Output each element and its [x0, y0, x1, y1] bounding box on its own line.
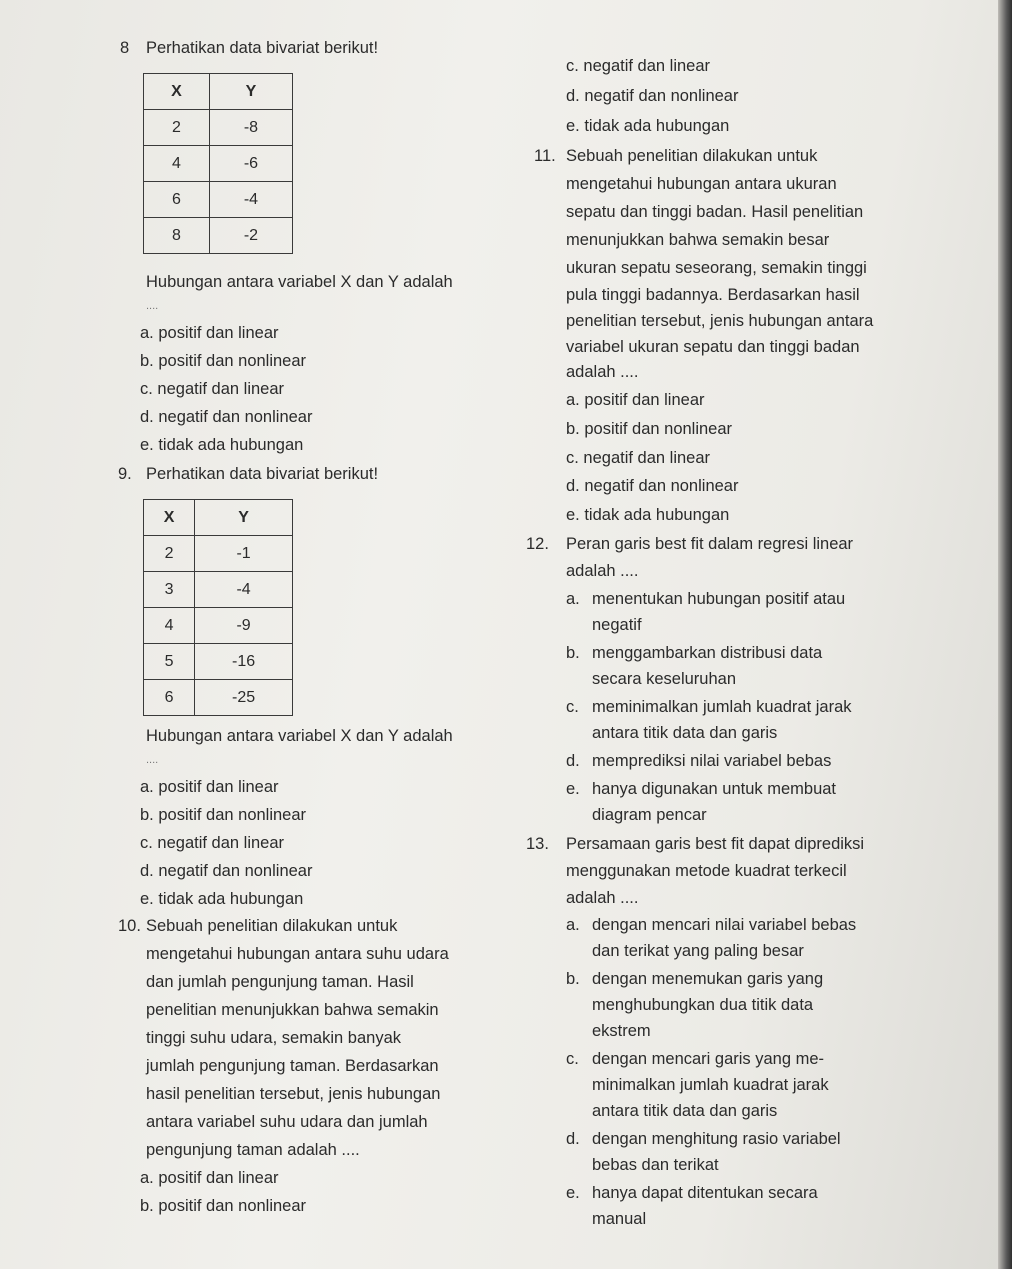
q11-line-6: pula tinggi badannya. Berdasarkan hasil: [566, 286, 860, 304]
q12-option-a-line-2[interactable]: negatif: [592, 616, 642, 634]
q10-option-c[interactable]: c. negatif dan linear: [566, 57, 711, 75]
q9-question: Hubungan antara variabel X dan Y adalah: [146, 727, 453, 745]
q8-table: [143, 73, 293, 254]
q13-option-a-line-2[interactable]: dan terikat yang paling besar: [592, 942, 804, 960]
q10-line-8: antara variabel suhu udara dan jumlah: [146, 1113, 428, 1131]
q10-line-2: mengetahui hubungan antara suhu udara: [146, 945, 449, 963]
q13-option-b-letter[interactable]: b.: [566, 970, 580, 988]
q12-option-b-line-2[interactable]: secara keseluruhan: [592, 670, 737, 688]
table-cell: 3: [144, 572, 195, 608]
table-row: [144, 536, 293, 572]
q11-line-7: penelitian tersebut, jenis hubungan antara: [566, 312, 874, 330]
q8-question: Hubungan antara variabel X dan Y adalah: [146, 273, 453, 291]
table-cell: -8: [209, 110, 292, 146]
q8-option-e[interactable]: e. tidak ada hubungan: [140, 436, 304, 454]
q12-option-e-line-2[interactable]: diagram pencar: [592, 806, 707, 824]
q9-header-x: X: [144, 500, 195, 536]
q8-option-c[interactable]: c. negatif dan linear: [140, 380, 285, 398]
q9-option-b[interactable]: b. positif dan nonlinear: [140, 806, 307, 824]
q9-blank: ....: [146, 754, 159, 766]
q11-option-a[interactable]: a. positif dan linear: [566, 391, 705, 409]
q9-option-e[interactable]: e. tidak ada hubungan: [140, 890, 304, 908]
q8-option-a[interactable]: a. positif dan linear: [140, 324, 279, 342]
q12-option-a-letter[interactable]: a.: [566, 590, 580, 608]
q9-header-y: Y: [195, 500, 293, 536]
q12-option-d-letter[interactable]: d.: [566, 752, 580, 770]
table-row: [144, 680, 293, 716]
q13-option-c-letter[interactable]: c.: [566, 1050, 579, 1068]
q8-header-x: X: [144, 74, 210, 110]
q12-option-e-letter[interactable]: e.: [566, 780, 580, 798]
q8-number: 8: [120, 39, 130, 57]
table-cell: -4: [209, 182, 292, 218]
q12-line-2: adalah ....: [566, 562, 639, 580]
q12-option-e-line-1[interactable]: hanya digunakan untuk membuat: [592, 780, 837, 798]
table-cell: -4: [195, 572, 293, 608]
table-cell: -25: [195, 680, 293, 716]
q11-number: 11.: [534, 147, 556, 165]
q8-option-d[interactable]: d. negatif dan nonlinear: [140, 408, 313, 426]
q8-header-y: Y: [209, 74, 292, 110]
table-row: [144, 110, 293, 146]
q12-option-a-line-1[interactable]: menentukan hubungan positif atau: [592, 590, 846, 608]
table-cell: -9: [195, 608, 293, 644]
q13-option-a-line-1[interactable]: dengan mencari nilai variabel bebas: [592, 916, 857, 934]
q13-option-c-line-2[interactable]: minimalkan jumlah kuadrat jarak: [592, 1076, 829, 1094]
q12-option-c-line-2[interactable]: antara titik data dan garis: [592, 724, 778, 742]
table-cell: 6: [144, 680, 195, 716]
table-row: [144, 182, 293, 218]
table-cell: 2: [144, 536, 195, 572]
q11-line-9: adalah ....: [566, 363, 639, 381]
q11-option-d[interactable]: d. negatif dan nonlinear: [566, 477, 739, 495]
q10-option-b[interactable]: b. positif dan nonlinear: [140, 1197, 307, 1215]
q13-line-1: Persamaan garis best fit dapat diprediksi: [566, 835, 865, 853]
q11-option-c[interactable]: c. negatif dan linear: [566, 449, 711, 467]
q12-option-d-line-1[interactable]: memprediksi nilai variabel bebas: [592, 752, 832, 770]
table-cell: -16: [195, 644, 293, 680]
q13-option-d-line-2[interactable]: bebas dan terikat: [592, 1156, 719, 1174]
q12-line-1: Peran garis best fit dalam regresi linear: [566, 535, 854, 553]
q8-blank: ....: [146, 300, 159, 312]
q10-line-5: tinggi suhu udara, semakin banyak: [146, 1029, 401, 1047]
table-cell: -6: [209, 146, 292, 182]
q13-option-d-letter[interactable]: d.: [566, 1130, 580, 1148]
table-row: [144, 608, 293, 644]
q8-option-b[interactable]: b. positif dan nonlinear: [140, 352, 307, 370]
q13-option-e-letter[interactable]: e.: [566, 1184, 580, 1202]
q9-option-d[interactable]: d. negatif dan nonlinear: [140, 862, 313, 880]
q10-line-1: Sebuah penelitian dilakukan untuk: [146, 917, 398, 935]
q13-option-d-line-1[interactable]: dengan menghitung rasio variabel: [592, 1130, 841, 1148]
q12-option-b-letter[interactable]: b.: [566, 644, 580, 662]
q10-line-4: penelitian menunjukkan bahwa semakin: [146, 1001, 439, 1019]
q13-line-2: menggunakan metode kuadrat terkecil: [566, 862, 847, 880]
q13-line-3: adalah ....: [566, 889, 639, 907]
q8-stem: Perhatikan data bivariat berikut!: [146, 39, 379, 57]
q11-line-2: mengetahui hubungan antara ukuran: [566, 175, 837, 193]
q13-option-c-line-1[interactable]: dengan mencari garis yang me-: [592, 1050, 825, 1068]
q11-line-3: sepatu dan tinggi badan. Hasil penelitian: [566, 203, 864, 221]
q11-line-5: ukuran sepatu seseorang, semakin tinggi: [566, 259, 867, 277]
q13-option-b-line-1[interactable]: dengan menemukan garis yang: [592, 970, 824, 988]
q13-number: 13.: [526, 835, 549, 853]
q13-option-a-letter[interactable]: a.: [566, 916, 580, 934]
q11-line-4: menunjukkan bahwa semakin besar: [566, 231, 830, 249]
table-row: [144, 644, 293, 680]
q10-line-6: jumlah pengunjung taman. Berdasarkan: [146, 1057, 439, 1075]
q10-option-e[interactable]: e. tidak ada hubungan: [566, 117, 730, 135]
q9-stem: Perhatikan data bivariat berikut!: [146, 465, 379, 483]
table-row: [144, 218, 293, 254]
q12-option-b-line-1[interactable]: menggambarkan distribusi data: [592, 644, 823, 662]
q11-line-8: variabel ukuran sepatu dan tinggi badan: [566, 338, 860, 356]
table-row: [144, 572, 293, 608]
table-cell: 5: [144, 644, 195, 680]
page-edge-shadow: [998, 0, 1012, 1269]
table-cell: 4: [144, 608, 195, 644]
q10-line-7: hasil penelitian tersebut, jenis hubungan: [146, 1085, 441, 1103]
q12-number: 12.: [526, 535, 549, 553]
q11-option-e[interactable]: e. tidak ada hubungan: [566, 506, 730, 524]
q12-option-c-letter[interactable]: c.: [566, 698, 579, 716]
table-cell: 8: [144, 218, 210, 254]
q13-option-e-line-2[interactable]: manual: [592, 1210, 647, 1228]
q11-line-1: Sebuah penelitian dilakukan untuk: [566, 147, 818, 165]
q11-option-b[interactable]: b. positif dan nonlinear: [566, 420, 733, 438]
q13-option-b-line-2[interactable]: menghubungkan dua titik data: [592, 996, 814, 1014]
q13-option-e-line-1[interactable]: hanya dapat ditentukan secara: [592, 1184, 818, 1202]
q13-option-c-line-3[interactable]: antara titik data dan garis: [592, 1102, 778, 1120]
q10-option-a[interactable]: a. positif dan linear: [140, 1169, 279, 1187]
q10-option-d[interactable]: d. negatif dan nonlinear: [566, 87, 739, 105]
table-cell: 2: [144, 110, 210, 146]
q9-option-a[interactable]: a. positif dan linear: [140, 778, 279, 796]
table-cell: -2: [209, 218, 292, 254]
q12-option-c-line-1[interactable]: meminimalkan jumlah kuadrat jarak: [592, 698, 852, 716]
table-row: [144, 146, 293, 182]
q13-option-b-line-3[interactable]: ekstrem: [592, 1022, 651, 1040]
q10-line-9: pengunjung taman adalah ....: [146, 1141, 360, 1159]
q10-number: 10.: [118, 917, 141, 935]
q9-option-c[interactable]: c. negatif dan linear: [140, 834, 285, 852]
q9-table: [143, 499, 293, 716]
table-cell: 6: [144, 182, 210, 218]
table-cell: 4: [144, 146, 210, 182]
table-cell: -1: [195, 536, 293, 572]
q9-number: 9.: [118, 465, 132, 483]
q10-line-3: dan jumlah pengunjung taman. Hasil: [146, 973, 414, 991]
